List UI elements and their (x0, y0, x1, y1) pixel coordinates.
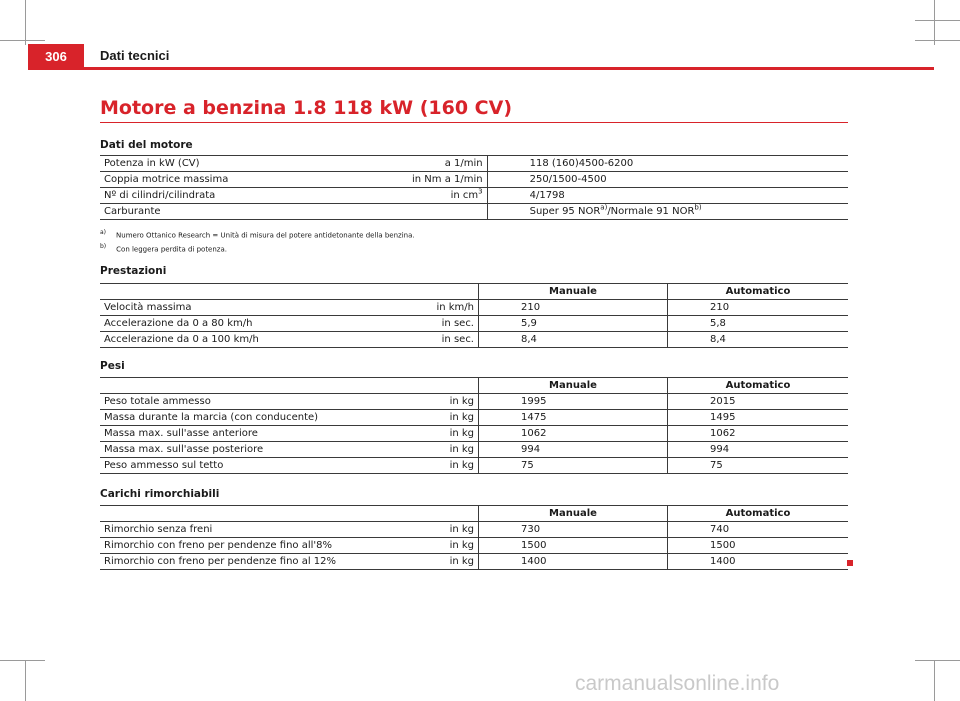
value-manual: 1500 (479, 538, 668, 554)
value-manual: 994 (479, 442, 668, 458)
performance-heading: Prestazioni (100, 265, 167, 277)
value-manual: 1995 (479, 394, 668, 410)
row-unit: in kg (408, 522, 479, 538)
row-unit: a 1/min (408, 156, 487, 172)
crop-mark (915, 40, 960, 41)
table-row (100, 410, 848, 426)
value-automatic: 1495 (668, 410, 849, 426)
crop-mark (0, 40, 45, 41)
table-header-row (100, 284, 848, 300)
trailer-table (100, 505, 848, 570)
header-divider (28, 67, 934, 70)
table-row (100, 172, 848, 188)
row-label: Rimorchio con freno per pendenze fino al 12% (100, 554, 408, 570)
row-label: Coppia motrice massima (100, 172, 408, 188)
row-label: Massa max. sull'asse posteriore (100, 442, 408, 458)
footnote-ref: a) (600, 203, 608, 212)
crop-mark (25, 0, 26, 45)
weights-heading: Pesi (100, 360, 125, 372)
row-label: Nº di cilindri/cilindrata (100, 188, 408, 204)
page-title: Motore a benzina 1.8 118 kW (160 CV) (100, 97, 512, 119)
value-manual: 1400 (479, 554, 668, 570)
row-value: 4/1798 (487, 188, 848, 204)
engine-heading: Dati del motore (100, 139, 193, 151)
table-header-row (100, 378, 848, 394)
column-header-manual: Manuale (479, 284, 668, 300)
table-row (100, 394, 848, 410)
crop-mark (25, 660, 26, 701)
value-manual: 5,9 (479, 316, 668, 332)
crop-mark (915, 660, 960, 661)
row-unit: in kg (408, 410, 479, 426)
footnote-ref: b) (694, 203, 702, 212)
row-unit: in kg (408, 538, 479, 554)
column-header-automatic: Automatico (668, 378, 849, 394)
row-label: Carburante (100, 204, 408, 220)
row-label: Accelerazione da 0 a 100 km/h (100, 332, 408, 348)
row-label: Rimorchio con freno per pendenze fino all'8% (100, 538, 408, 554)
table-row (100, 442, 848, 458)
row-label: Massa durante la marcia (con conducente) (100, 410, 408, 426)
row-unit: in kg (408, 458, 479, 474)
row-unit: in km/h (408, 300, 479, 316)
value-automatic: 1500 (668, 538, 849, 554)
value-manual: 8,4 (479, 332, 668, 348)
table-row (100, 156, 848, 172)
row-label: Accelerazione da 0 a 80 km/h (100, 316, 408, 332)
value-manual: 1475 (479, 410, 668, 426)
footnote (100, 243, 227, 253)
footnote-mark: a) (100, 229, 107, 236)
row-label: Peso ammesso sul tetto (100, 458, 408, 474)
engine-table (100, 155, 848, 220)
performance-table (100, 283, 848, 348)
table-row (100, 538, 848, 554)
table-header-row (100, 506, 848, 522)
crop-mark (0, 660, 45, 661)
fuel-secondary: /Normale 91 NOR (607, 206, 695, 217)
value-manual: 1062 (479, 426, 668, 442)
table-row (100, 522, 848, 538)
row-unit (408, 188, 487, 204)
table-row (100, 316, 848, 332)
table-row (100, 204, 848, 220)
row-unit: in kg (408, 426, 479, 442)
unit-text: in cm (450, 190, 479, 201)
table-row (100, 300, 848, 316)
table-row (100, 426, 848, 442)
value-manual: 730 (479, 522, 668, 538)
crop-mark (934, 660, 935, 701)
row-value: 118 (160)4500-6200 (487, 156, 848, 172)
table-row (100, 458, 848, 474)
section-end-marker (847, 560, 853, 566)
value-automatic: 1062 (668, 426, 849, 442)
column-header-automatic: Automatico (668, 506, 849, 522)
row-label: Peso totale ammesso (100, 394, 408, 410)
row-unit: in kg (408, 442, 479, 458)
trailer-heading: Carichi rimorchiabili (100, 488, 220, 500)
table-row (100, 332, 848, 348)
value-automatic: 8,4 (668, 332, 849, 348)
table-row (100, 554, 848, 570)
row-label: Rimorchio senza freni (100, 522, 408, 538)
value-automatic: 1400 (668, 554, 849, 570)
value-automatic: 75 (668, 458, 849, 474)
row-unit: in Nm a 1/min (408, 172, 487, 188)
watermark: carmanualsonline.info (575, 672, 780, 695)
row-value: 250/1500-4500 (487, 172, 848, 188)
column-header-automatic: Automatico (668, 284, 849, 300)
row-unit: in kg (408, 554, 479, 570)
value-manual: 210 (479, 300, 668, 316)
table-row (100, 188, 848, 204)
row-label: Potenza in kW (CV) (100, 156, 408, 172)
fuel-primary: Super 95 NOR (529, 206, 601, 217)
crop-mark (934, 0, 935, 45)
row-unit (408, 204, 487, 220)
row-label: Massa max. sull'asse anteriore (100, 426, 408, 442)
footnote (100, 229, 415, 239)
value-automatic: 994 (668, 442, 849, 458)
footnote-mark: b) (100, 243, 107, 250)
row-unit: in kg (408, 394, 479, 410)
row-value (487, 204, 848, 220)
footnote-text: Con leggera perdita di potenza. (116, 245, 227, 254)
page-number: 306 (28, 44, 84, 69)
weights-table (100, 377, 848, 474)
footnote-text: Numero Ottanico Research = Unità di misura del potere antidetonante della benzina. (116, 231, 415, 240)
row-unit: in sec. (408, 316, 479, 332)
unit-superscript: 3 (478, 187, 483, 196)
value-automatic: 740 (668, 522, 849, 538)
value-automatic: 210 (668, 300, 849, 316)
column-header-manual: Manuale (479, 378, 668, 394)
crop-mark (915, 20, 960, 21)
value-automatic: 5,8 (668, 316, 849, 332)
column-header-manual: Manuale (479, 506, 668, 522)
row-unit: in sec. (408, 332, 479, 348)
row-label: Velocità massima (100, 300, 408, 316)
section-title-header: Dati tecnici (100, 48, 170, 63)
value-manual: 75 (479, 458, 668, 474)
title-divider (100, 122, 848, 123)
value-automatic: 2015 (668, 394, 849, 410)
